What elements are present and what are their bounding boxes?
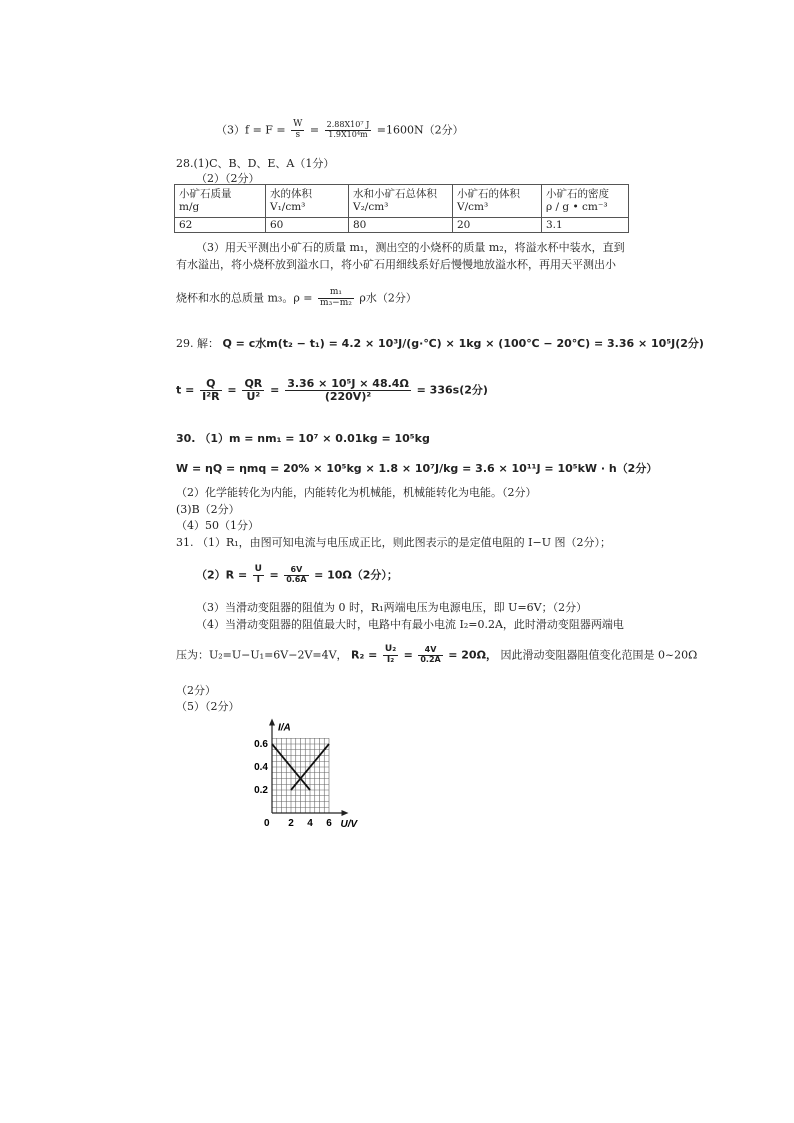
density-fraction	[318, 288, 354, 309]
q29-f1-num: Q	[200, 378, 221, 391]
q31-range: 因此滑动变阻器阻值变化范围是 0~20Ω	[500, 648, 698, 662]
table-cell: 20	[453, 218, 542, 233]
q27-val-den: 1.9X10⁴m	[328, 129, 368, 139]
q28-part3-line3	[176, 288, 417, 309]
table-header-row	[175, 185, 629, 218]
q28-line3-pre: 烧杯和水的总质量 m₃。ρ =	[176, 291, 313, 305]
table-cell: 62	[175, 218, 266, 233]
q31-i2: I₂	[386, 654, 395, 665]
q29-formula-q: Q = c水m(t₂ − t₁) = 4.2 × 10³J/(g·℃) × 1kg × (100℃ − 20℃) = 3.36 × 10⁵J(2分)	[222, 337, 704, 350]
iu-graph	[250, 700, 430, 840]
x-axis-arrow	[342, 810, 349, 816]
q31-f1-den: I	[256, 574, 260, 585]
equals-sign: =	[309, 123, 320, 137]
q27-frac-den: s	[295, 129, 301, 140]
q28-line3-post: ρ水（2分）	[359, 291, 417, 305]
q27-part3	[216, 120, 464, 141]
q27-fraction-values	[325, 121, 372, 140]
q27-result: =1600N（2分）	[376, 123, 464, 137]
q30-line1: 30. （1）m = nm₁ = 10⁷ × 0.01kg = 10⁵kg	[176, 432, 430, 445]
density-num: m₁	[318, 288, 354, 299]
q30-part2: （2）化学能转化为内能，内能转化为机械能，机械能转化为电能。（2分）	[176, 486, 537, 499]
y-tick-label: 0.4	[254, 762, 268, 773]
q31-part2	[196, 565, 398, 586]
q31-part4-line1: （4）当滑动变阻器的阻值最大时，电路中有最小电流 I₂=0.2A，此时滑动变阻器两端电	[196, 618, 624, 631]
q29-frac-2	[242, 378, 264, 403]
q31-part3: （3）当滑动变阻器的阻值为 0 时，R₁两端电压为电源电压，即 U=6V；（2分）	[196, 601, 588, 614]
q29-f3-num: 3.36 × 10⁵J × 48.4Ω	[287, 377, 409, 390]
q30-part4: （4）50（1分）	[176, 519, 259, 532]
q31-part4-score: （2分）	[176, 684, 216, 697]
q30-line2: W = ηQ = ηmq = 20% × 10⁵kg × 1.8 × 10⁷J/kg = 3.6 × 10¹¹J = 10⁵kW · h（2分）	[176, 462, 658, 475]
q31-r2-result: = 20Ω，	[448, 648, 497, 662]
table-cell: 80	[349, 218, 453, 233]
q27-fraction-ws	[291, 120, 304, 141]
q31-f2-num: 6V	[284, 566, 308, 576]
q31-f2-den: 0.6A	[286, 574, 307, 584]
q28-table	[174, 184, 629, 233]
x-tick-label: 4	[307, 818, 313, 829]
equals-sign: =	[269, 568, 279, 582]
table-header-cell: 小矿石的密度 ρ / g • cm⁻³	[542, 185, 629, 218]
q29-frac-3	[285, 378, 411, 403]
y-tick-label: 0.6	[254, 739, 268, 750]
density-den: m₃−m₂	[320, 297, 352, 308]
q31-frac-values	[284, 566, 308, 585]
q29-prefix: 29. 解：	[176, 337, 219, 350]
equals-sign: =	[403, 648, 413, 662]
table-header-cell: 水的体积 V₁/cm³	[266, 185, 349, 218]
q31-frac-4v	[418, 646, 442, 665]
q29-f2-num: QR	[244, 377, 263, 390]
q31-4v: 4V	[418, 646, 442, 656]
q31-part1: 31. （1）R₁，由图可知电流与电压成正比，则此图表示的是定值电阻的 I−U 图（2分）；	[176, 536, 612, 549]
q31-frac-u2i2	[383, 645, 398, 666]
equals-sign: =	[270, 383, 280, 397]
table-header-cell: 水和小矿石总体积 V₂/cm³	[349, 185, 453, 218]
table-row	[175, 218, 629, 233]
q29-f2-den: U²	[246, 390, 261, 404]
y-axis-arrow	[269, 719, 275, 726]
q29-f1-den: I²R	[202, 390, 220, 404]
q31-u2: U₂	[384, 644, 397, 654]
y-tick-label: 0.2	[254, 785, 268, 796]
q31-part4-line2	[176, 645, 697, 666]
q27-frac-num: W	[293, 119, 303, 129]
q29-f3-den: (220V)²	[324, 390, 372, 404]
table-cell: 3.1	[542, 218, 629, 233]
q31-02a: 0.2A	[420, 654, 441, 664]
q31-f1-num: U	[254, 564, 262, 574]
q29-t-prefix: t =	[176, 383, 195, 397]
q31-frac-ui	[253, 565, 264, 586]
q28-part1: 28.(1)C、B、D、E、A（1分）	[176, 157, 335, 170]
table-header-cell: 小矿石的体积 V/cm³	[453, 185, 542, 218]
q27-val-num: 2.88X10⁷ J	[326, 120, 370, 130]
q29-result: = 336s(2分)	[416, 383, 488, 397]
q27-label: （3）f = F =	[216, 123, 286, 137]
q31-line2-pre: 压为：U₂=U−U₁=6V−2V=4V，	[176, 648, 348, 662]
x-tick-label: 2	[288, 818, 294, 829]
q29-frac-1	[200, 378, 221, 403]
table-header-cell: 小矿石质量 m/g	[175, 185, 266, 218]
x-axis-label: U/V	[340, 819, 358, 830]
q29-line1	[176, 337, 704, 350]
origin-label: 0	[264, 818, 270, 829]
q28-part3-line1: （3）用天平测出小矿石的质量 m₁，测出空的小烧杯的质量 m₂，将溢水杯中装水，直到	[196, 241, 625, 254]
q31-part5: （5）（2分）	[176, 700, 240, 713]
y-axis-label: I/A	[278, 722, 291, 734]
equals-sign: =	[227, 383, 237, 397]
q29-line2	[176, 378, 488, 403]
q30-part3: (3)B（2分）	[176, 503, 240, 516]
q28-part2: （2）（2分）	[196, 172, 260, 185]
table-cell: 60	[266, 218, 349, 233]
q28-part3-line2: 有水溢出，将小烧杯放到溢水口，将小矿石用细线系好后慢慢地放溢水杯，再用天平测出小	[176, 258, 616, 271]
q31-r-prefix: （2）R =	[196, 568, 248, 582]
q31-r2-prefix: R₂ =	[351, 648, 378, 662]
x-tick-label: 6	[326, 818, 332, 829]
q31-part2-result: = 10Ω（2分）；	[314, 568, 398, 582]
